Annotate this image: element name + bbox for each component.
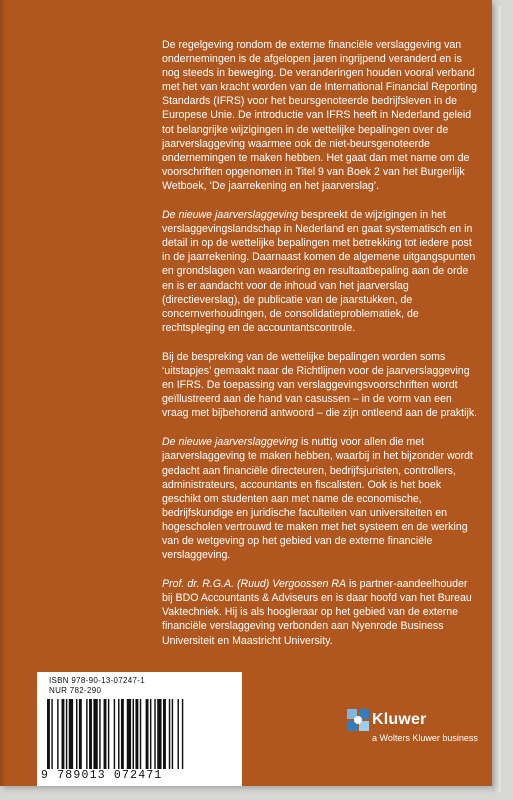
barcode-icon [47, 699, 233, 769]
book-title-italic: De nieuwe jaarverslaggeving [162, 436, 299, 449]
kluwer-globe-icon [346, 708, 370, 732]
barcode-label [37, 672, 242, 786]
book-title-italic: De nieuwe jaarverslaggeving [162, 209, 299, 222]
paragraph-4: De nieuwe jaarverslaggeving is nuttig voor allen die met jaarverslaggeving te maken hebben, waarbij in het bijzonder wordt gedacht aan financiële directeuren, bedrijfsjuristen, controllers, administrateurs, accountants en fiscalisten. Ook is het boek geschikt om studenten aan met name de economische, bedrijfskundige en juridische faculteiten van universiteiten en hogescholen vertrouwd te maken met het systeem en de werking van de wetgeving op het gebied van de externe financiële verslaggeving. [162, 436, 473, 562]
page-edge [492, 6, 501, 792]
spine-shade [0, 0, 6, 786]
paragraph-2: De nieuwe jaarverslaggeving bespreekt de wijzigingen in het verslaggevingslandschap in Nederland en gaat systematisch en in detail in op de wettelijke bepalingen met betrekking tot iedere post in de jaarrekening. Daarnaast komen de algemene uitgangspunten en grondslagen van waardering en resultaatbepaling aan de orde en is er aandacht voor de inhoud van het jaarverslag (directieverslag), de publicatie van de jaarstukken, de concernverhoudingen, de consolidatieproblematiek, de rechtspleging en de accountantscontrole. [162, 209, 476, 334]
blurb-text [162, 38, 478, 663]
publisher-tagline: a Wolters Kluwer business [372, 733, 478, 743]
paragraph-1: De regelgeving rondom de externe financiële verslaggeving van ondernemingen is de afgelopen jaren ingrijpend veranderd en is nog steeds in beweging. De veranderingen houden vooral verband met het van kracht worden van de International Financial Reporting Standards (IFRS) voor het beursgenoteerde bedrijfsleven in de Europese Unie. De introductie van IFRS heeft in Nederland geleid tot belangrijke wijzigingen in de wettelijke bepalingen over de jaarverslaggeving waarmee ook de niet-beursgenoteerde ondernemingen te maken hebben. Het gaat dan met name om de voorschriften opgenomen in Titel 9 van Boek 2 van het Burgerlijk Wetboek, ‘De jaarrekening en het jaarverslag’. [162, 39, 478, 192]
isbn-text: ISBN 978-90-13-07247-1 [49, 676, 145, 685]
publisher-name: Kluwer [372, 711, 427, 728]
author-bio: Prof. dr. R.G.A. (Ruud) Vergoossen RA is partner-aandeelhouder bij BDO Accountants & Adviseurs en is daar hoofd van het Bureau Vaktechniek. Hij is als hoogleraar op het gebied van de externe financiële verslaggeving verbonden aan Nyenrode Business Universiteit en Maastricht University. [162, 578, 472, 647]
ean-digits: 9 789013 072471 [41, 769, 163, 782]
paragraph-3: Bij de bespreking van de wettelijke bepalingen worden soms ‘uitstapjes’ gemaakt naar de Richtlijnen voor de jaarverslaggeving en IFRS. De toepassing van verslaggevingsvoorschriften wordt geïllustreerd aan de hand van casussen – in de vorm van een vraag met bijbehorend antwoord – die zijn ontleend aan de praktijk. [162, 350, 478, 420]
author-name: Prof. dr. R.G.A. (Ruud) Vergoossen RA [162, 578, 347, 591]
nur-text: NUR 782-290 [49, 686, 102, 695]
publisher-logo [346, 708, 486, 754]
